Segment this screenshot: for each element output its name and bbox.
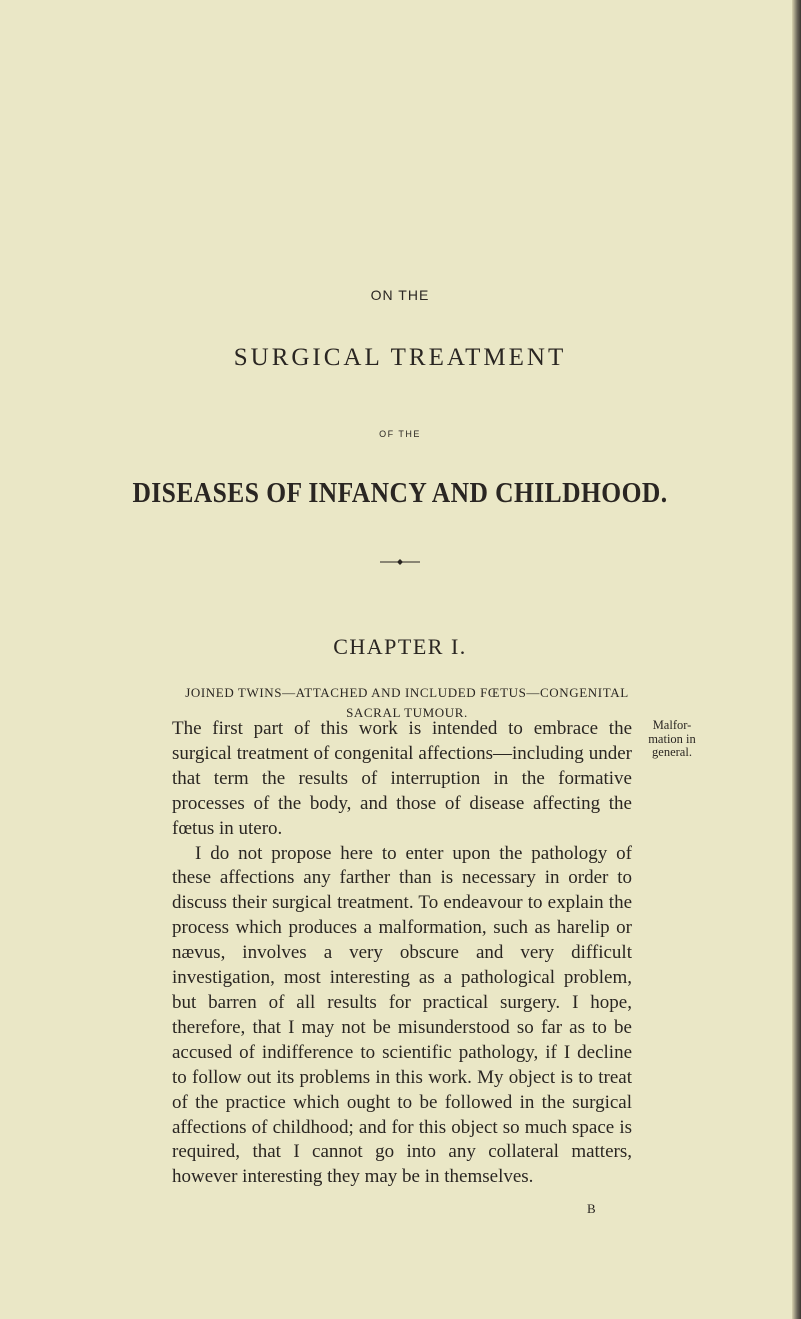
ornament-rule-icon <box>150 554 650 572</box>
signature-mark: B <box>587 1201 596 1216</box>
heading-top: ON THE <box>370 287 430 303</box>
margin-note: Malfor-mation in general. <box>648 718 696 759</box>
body-text <box>172 717 632 1190</box>
title-line-1: SURGICAL TREATMENT <box>233 344 567 371</box>
paragraph: The first part of this work is intended to embrace the surgical treatment of congenital affections—including under that term the results of interruption in the formative processes of the body, and those of disease affecting the fœtus in utero. <box>172 718 632 839</box>
page-edge-shadow <box>792 0 801 1319</box>
chapter-subtitle: JOINED TWINS—ATTACHED AND INCLUDED FŒTUS—CONGENITAL SACRAL TUMOUR. <box>185 685 629 720</box>
title-line-2: DISEASES OF INFANCY AND CHILDHOOD. <box>132 477 668 509</box>
chapter-heading: CHAPTER I. <box>333 634 467 659</box>
title-of-the: OF THE <box>379 429 421 439</box>
paragraph: I do not propose here to enter upon the pathology of these affections any farther than is necessary in order to discuss their surgical treatment. To endeavour to explain the process which produces a malformation, such as harelip or nævus, involves a very obscure and very difficult investigation, most interesting as a pathological problem, but barren of all results for practical surgery. I hope, therefore, that I may not be misunderstood so far as to be accused of indifference to scientific pathology, if I decline to follow out its problems in this work. My object is to treat of the practice which ought to be followed in the surgical affections of childhood; and for this object so much space is required, that I cannot go into any collateral matters, however interesting they may be in themselves. <box>172 842 632 1188</box>
